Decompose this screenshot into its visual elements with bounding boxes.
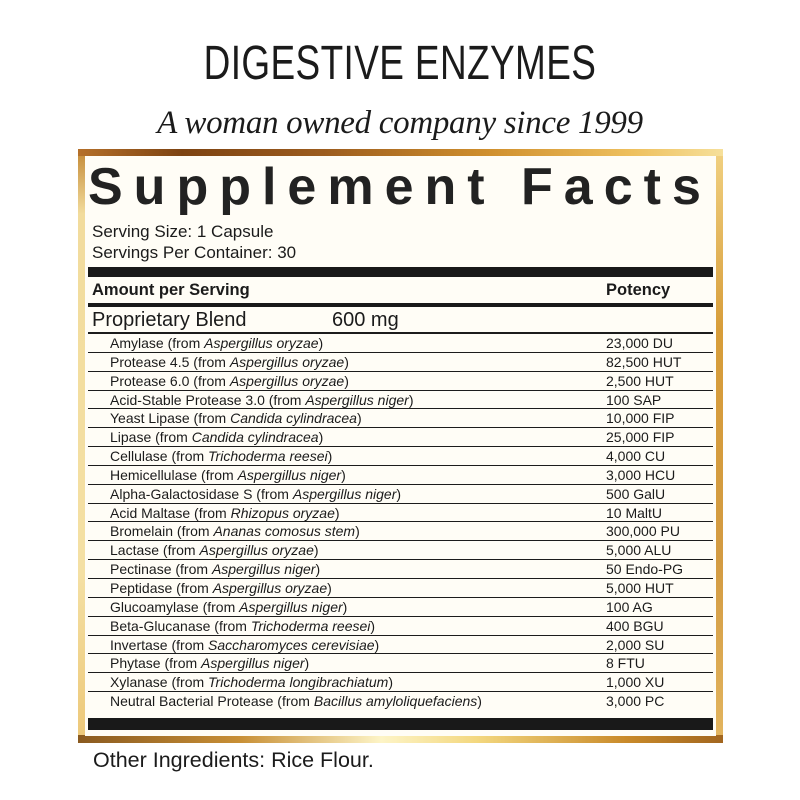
ingredient-potency: 3,000 HCU [606,466,676,483]
ingredient-row [88,334,713,353]
ingredient-row [88,692,713,711]
ingredient-name: Beta-Glucanase (from Trichoderma reesei) [110,617,376,634]
ingredient-potency: 10,000 FIP [606,410,675,427]
ingredient-name: Phytase (from Aspergillus niger) [110,655,310,672]
ingredient-potency: 3,000 PC [606,693,665,710]
ingredient-row [88,636,713,655]
ingredient-name: Invertase (from Saccharomyces cerevisiae) [110,636,380,653]
ingredient-potency: 400 BGU [606,617,664,634]
column-header-row [88,277,713,303]
proprietary-blend-amount: 600 mg [332,309,399,331]
supplement-facts-inner [85,156,716,736]
ingredient-potency: 5,000 ALU [606,542,672,559]
ingredient-name: Xylanase (from Trichoderma longibrachiatum) [110,674,393,691]
ingredient-row [88,541,713,560]
ingredient-potency: 82,500 HUT [606,353,682,370]
column-header-amount: Amount per Serving [92,281,250,299]
ingredient-row [88,466,713,485]
supplement-facts-panel [78,149,723,743]
product-title-text: DIGESTIVE ENZYMES [203,37,597,90]
ingredient-potency: 10 MaltU [606,504,663,521]
ingredient-row [88,598,713,617]
ingredient-potency: 1,000 XU [606,674,665,691]
supplement-facts-heading: Supplement Facts [88,158,712,216]
ingredient-potency: 300,000 PU [606,523,680,540]
ingredient-row [88,617,713,636]
ingredient-row [88,673,713,692]
ingredient-name: Lipase (from Candida cylindracea) [110,429,324,446]
ingredient-row [88,522,713,541]
gold-border-left [78,156,85,735]
ingredient-row [88,654,713,673]
company-tagline: A woman owned company since 1999 [157,105,643,141]
gold-border-bottom [78,735,723,743]
bottom-divider-bar [88,718,713,730]
ingredient-row [88,372,713,391]
ingredient-name: Lactase (from Aspergillus oryzae) [110,542,319,559]
top-divider-bar [88,267,713,277]
ingredient-name: Cellulase (from Trichoderma reesei) [110,448,333,465]
ingredient-name: Acid Maltase (from Rhizopus oryzae) [110,504,340,521]
ingredient-name: Peptidase (from Aspergillus oryzae) [110,579,332,596]
other-ingredients: Other Ingredients: Rice Flour. [93,748,374,772]
ingredient-row [88,447,713,466]
ingredient-row [88,391,713,410]
ingredient-potency: 25,000 FIP [606,429,675,446]
ingredient-name: Yeast Lipase (from Candida cylindracea) [110,410,362,427]
ingredient-potency: 5,000 HUT [606,579,674,596]
ingredient-row [88,504,713,523]
ingredient-row [88,579,713,598]
ingredient-name: Pectinase (from Aspergillus niger) [110,561,321,578]
ingredient-potency: 8 FTU [606,655,645,672]
servings-per-container: Servings Per Container: 30 [92,242,297,262]
ingredient-potency: 2,500 HUT [606,372,674,389]
ingredient-name: Neutral Bacterial Protease (from Bacillus amyloliquefaciens) [110,693,482,710]
serving-size: Serving Size: 1 Capsule [92,222,274,241]
ingredient-rows [88,334,713,711]
ingredient-name: Alpha-Galactosidase S (from Aspergillus niger) [110,485,402,502]
ingredient-potency: 500 GalU [606,485,666,502]
ingredient-name: Amylase (from Aspergillus oryzae) [110,335,324,351]
ingredient-potency: 100 SAP [606,391,662,408]
ingredient-potency: 23,000 DU [606,335,673,351]
column-header-potency: Potency [606,281,671,299]
ingredient-name: Protease 4.5 (from Aspergillus oryzae) [110,353,349,370]
ingredient-row [88,560,713,579]
product-title [0,37,800,90]
ingredient-name: Hemicellulase (from Aspergillus niger) [110,466,346,483]
ingredient-row [88,485,713,504]
proprietary-blend-name: Proprietary Blend [92,309,247,331]
proprietary-blend-row [88,307,713,334]
ingredient-row [88,409,713,428]
ingredient-name: Acid-Stable Protease 3.0 (from Aspergillus niger) [110,391,414,408]
ingredient-potency: 100 AG [606,598,653,615]
ingredient-name: Protease 6.0 (from Aspergillus oryzae) [110,372,349,389]
ingredient-potency: 50 Endo-PG [606,561,684,578]
gold-border-top [78,149,723,156]
ingredient-potency: 2,000 SU [606,636,665,653]
gold-border-right [716,156,723,735]
ingredient-row [88,353,713,372]
ingredient-name: Glucoamylase (from Aspergillus niger) [110,598,348,615]
ingredient-potency: 4,000 CU [606,448,666,465]
ingredient-name: Bromelain (from Ananas comosus stem) [110,523,360,540]
ingredient-row [88,428,713,447]
